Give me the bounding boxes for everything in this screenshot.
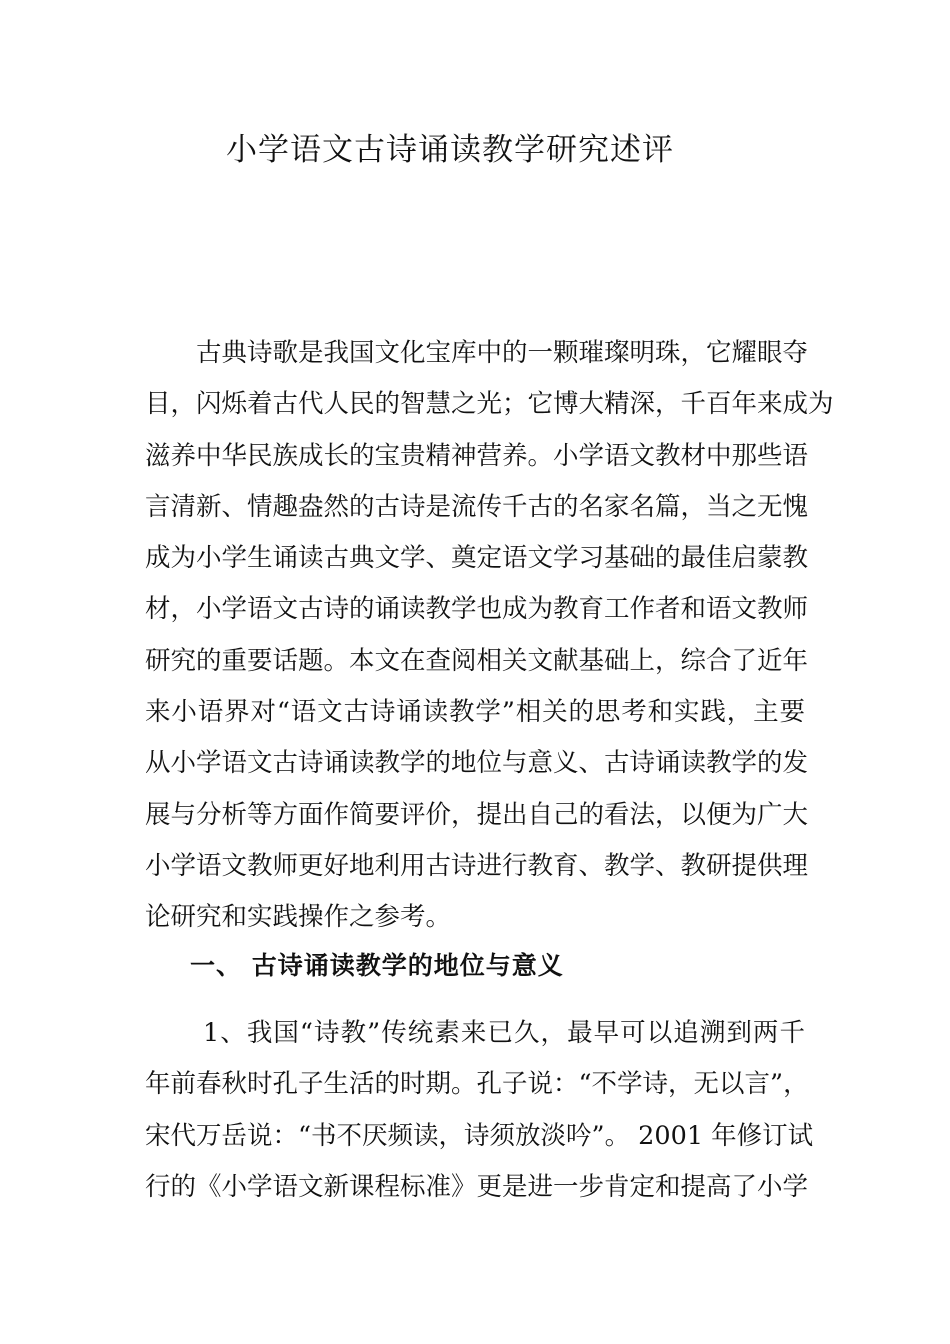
text-line: 材，小学语文古诗的诵读教学也成为教育工作者和语文教师 xyxy=(145,594,809,625)
text-line: 古典诗歌是我国文化宝库中的一颗璀璨明珠，它耀眼夺 xyxy=(196,338,809,368)
section-heading: 一、 古诗诵读教学的地位与意义 xyxy=(190,951,564,980)
text-line: 小学语文教师更好地利用古诗进行教育、教学、教研提供理 xyxy=(145,850,809,881)
text-line: 展与分析等方面作简要评价，提出自己的看法，以便为广大 xyxy=(145,799,809,830)
section-paragraph xyxy=(145,1008,814,1213)
text-line: 行的《小学语文新课程标准》更是进一步肯定和提高了小学 xyxy=(145,1171,809,1202)
text-line: 1、我国“诗教”传统素来已久，最早可以追溯到两千 xyxy=(203,1018,805,1048)
text-line: 论研究和实践操作之参考。 xyxy=(145,902,452,933)
text-line: 成为小学生诵读古典文学、奠定语文学习基础的最佳启蒙教 xyxy=(145,543,809,574)
text-line: 宋代万岳说：“书不厌频读，诗须放淡吟”。 2001 年修订试 xyxy=(145,1120,814,1151)
document-title: 小学语文古诗诵读教学研究述评 xyxy=(226,132,674,168)
text-line: 滋养中华民族成长的宝贵精神营养。小学语文教材中那些语 xyxy=(145,440,809,471)
text-line: 年前春秋时孔子生活的时期。孔子说：“不学诗，无以言”， xyxy=(145,1069,809,1100)
intro-paragraph xyxy=(145,328,834,944)
text-line: 言清新、情趣盎然的古诗是流传千古的名家名篇，当之无愧 xyxy=(145,491,809,522)
text-line: 来小语界对“语文古诗诵读教学”相关的思考和实践，主要 xyxy=(145,697,805,728)
text-line: 研究的重要话题。本文在查阅相关文献基础上，综合了近年 xyxy=(145,645,809,676)
text-line: 目，闪烁着古代人民的智慧之光；它博大精深，千百年来成为 xyxy=(145,389,834,420)
text-line: 从小学语文古诗诵读教学的地位与意义、古诗诵读教学的发 xyxy=(145,748,809,779)
